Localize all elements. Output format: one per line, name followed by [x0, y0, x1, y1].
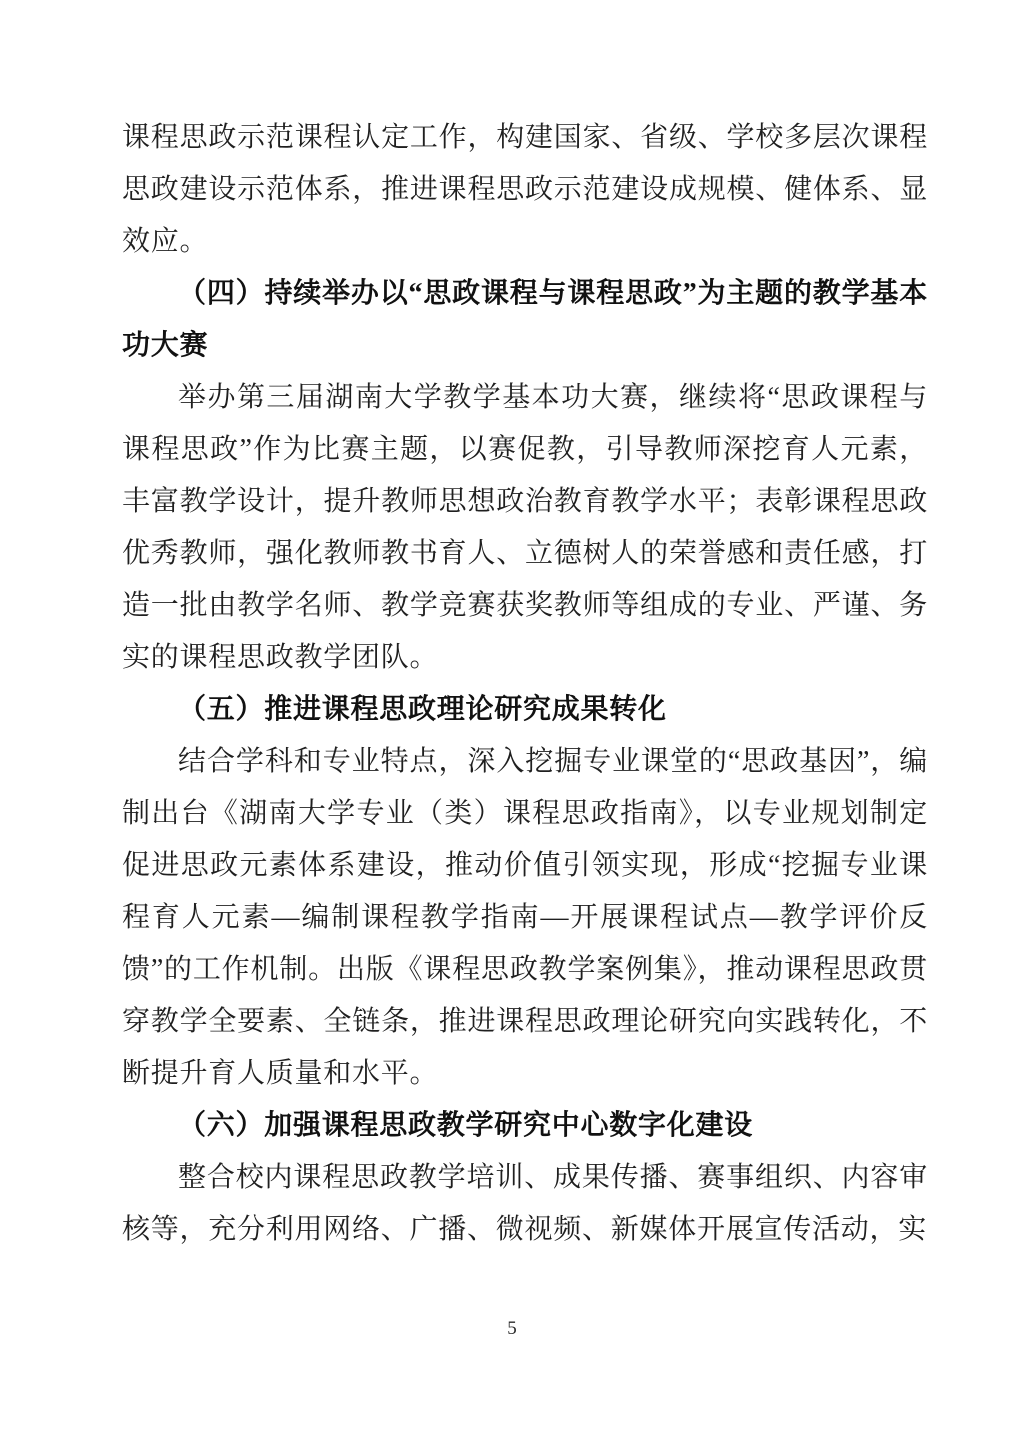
paragraph: 举办第三届湖南大学教学基本功大赛，继续将“思政课程与课程思政”作为比赛主题，以赛促教，引导教师深挖育人元素，丰富教学设计，提升教师思想政治教育教学水平；表彰课程思政优秀教师，强化教师教书育人、立德树人的荣誉感和责任感，打造一批由教学名师、教学竞赛获奖教师等组成的专业、严谨、务实的课程思政教学团队。: [122, 382, 928, 673]
section-heading: （四）持续举办以“思政课程与课程思政”为主题的教学基本功大赛: [122, 278, 928, 361]
section-heading: （五）推进课程思政理论研究成果转化: [178, 694, 667, 725]
document-body: [122, 112, 928, 1256]
page-number: 5: [507, 1318, 517, 1339]
paragraph: 课程思政示范课程认定工作，构建国家、省级、学校多层次课程思政建设示范体系，推进课程思政示范建设成规模、健体系、显效应。: [122, 122, 928, 257]
section-heading: （六）加强课程思政教学研究中心数字化建设: [178, 1110, 754, 1141]
paragraph: 结合学科和专业特点，深入挖掘专业课堂的“思政基因”，编制出台《湖南大学专业（类）课程思政指南》，以专业规划制定促进思政元素体系建设，推动价值引领实现，形成“挖掘专业课程育人元素—编制课程教学指南—开展课程试点—教学评价反馈”的工作机制。出版《课程思政教学案例集》，推动课程思政贯穿教学全要素、全链条，推进课程思政理论研究向实践转化，不断提升育人质量和水平。: [122, 746, 928, 1089]
paragraph: 整合校内课程思政教学培训、成果传播、赛事组织、内容审核等，充分利用网络、广播、微视频、新媒体开展宣传活动，实: [122, 1162, 928, 1245]
